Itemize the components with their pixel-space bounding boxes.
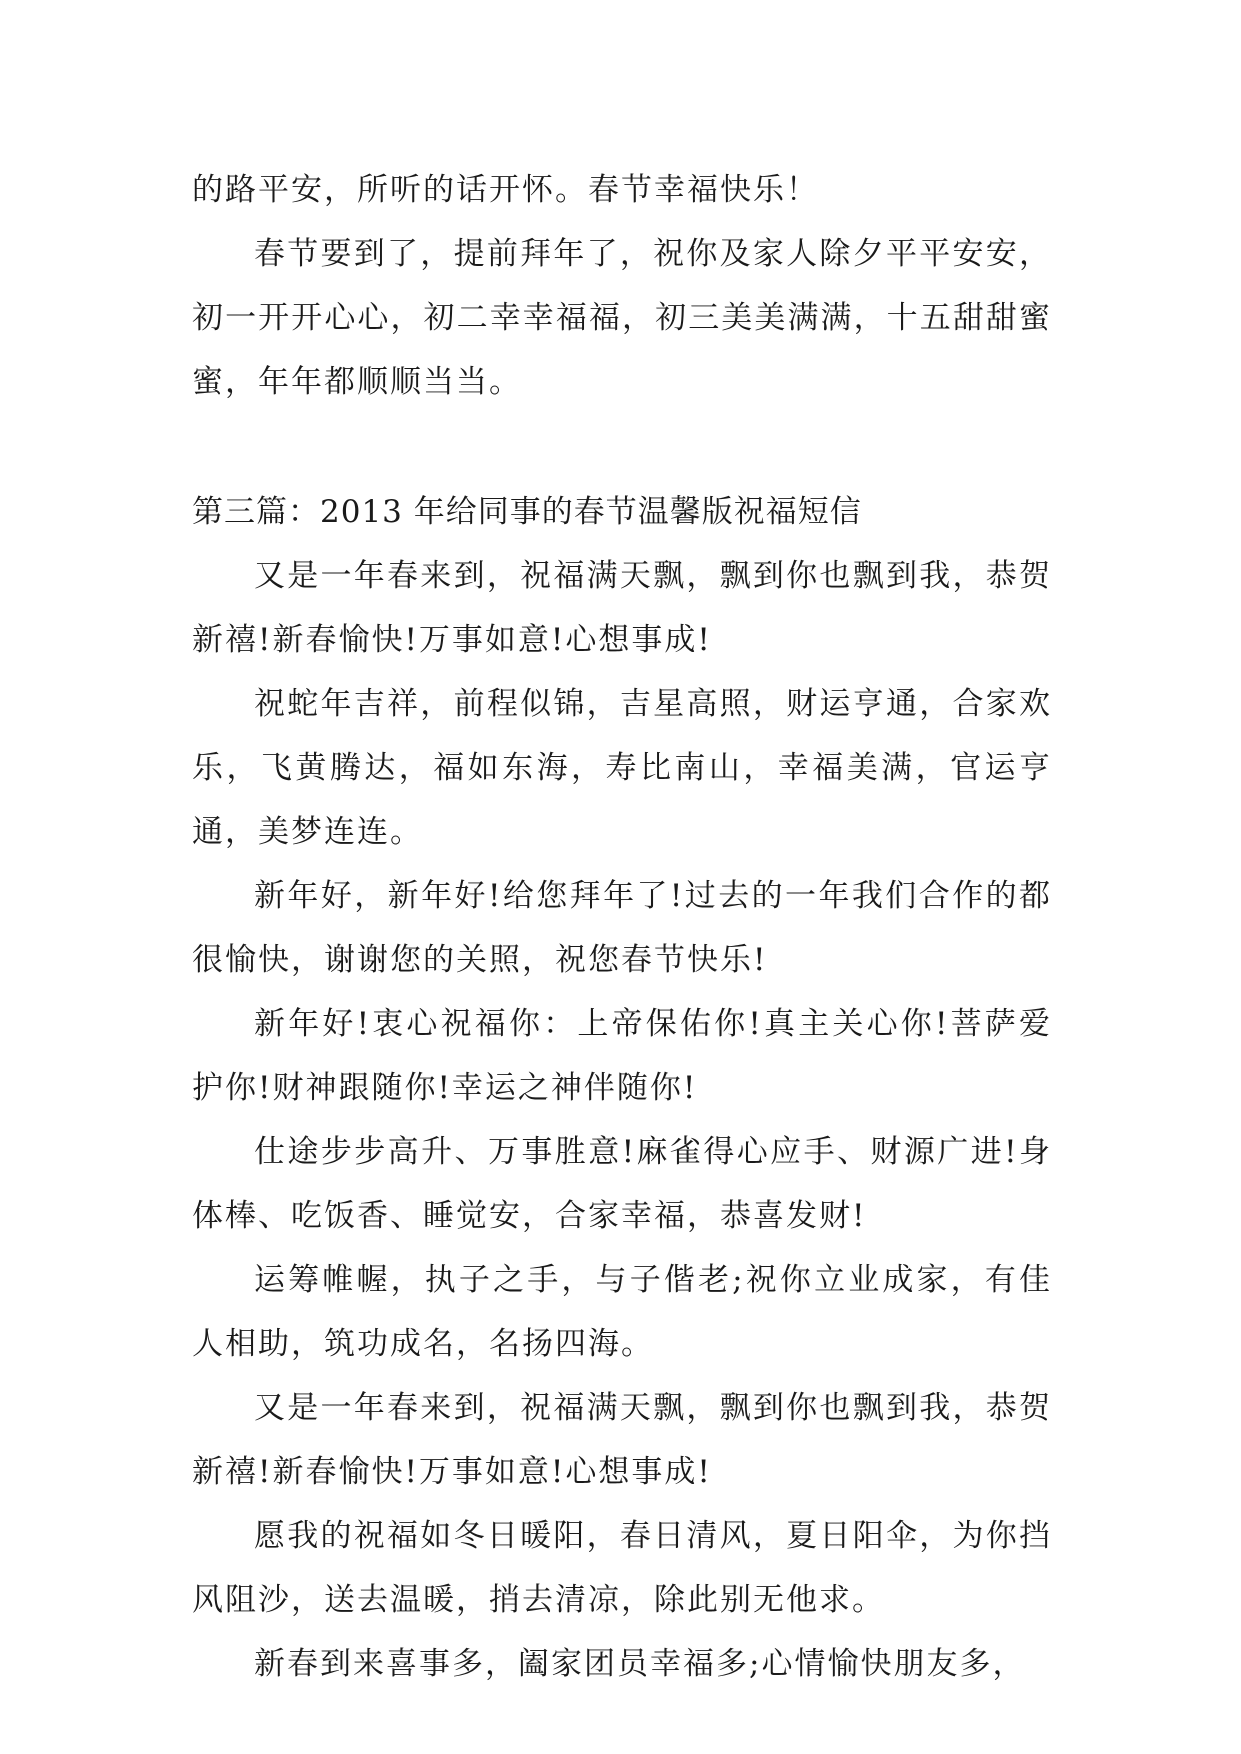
paragraph: 仕途步步高升、万事胜意!麻雀得心应手、财源广进!身体棒、吃饭香、睡觉安，合家幸福，恭喜发财!: [192, 1134, 1052, 1234]
section-heading: 第三篇：2013 年给同事的春节温馨版祝福短信: [192, 494, 862, 530]
paragraph: 春节要到了，提前拜年了，祝你及家人除夕平平安安，初一开开心心，初二幸幸福福，初三美美满满，十五甜甜蜜蜜，年年都顺顺当当。: [192, 236, 1052, 400]
paragraph-continued: 的路平安，所听的话开怀。春节幸福快乐！: [192, 172, 819, 208]
paragraph: 愿我的祝福如冬日暖阳，春日清风，夏日阳伞，为你挡风阻沙，送去温暖，捎去清凉，除此别无他求。: [192, 1518, 1052, 1618]
paragraph: 祝蛇年吉祥，前程似锦，吉星高照，财运亨通，合家欢乐，飞黄腾达，福如东海，寿比南山，幸福美满，官运亨通，美梦连连。: [192, 686, 1052, 850]
document-body: [192, 158, 1052, 1696]
paragraph: 新春到来喜事多，阖家团员幸福多;心情愉快朋友多，: [254, 1646, 1026, 1682]
paragraph: 又是一年春来到，祝福满天飘，飘到你也飘到我，恭贺新禧!新春愉快!万事如意!心想事成!: [192, 558, 1052, 658]
paragraph: 运筹帷幄，执子之手，与子偕老;祝你立业成家，有佳人相助，筑功成名，名扬四海。: [192, 1262, 1052, 1362]
paragraph: 新年好，新年好!给您拜年了!过去的一年我们合作的都很愉快，谢谢您的关照，祝您春节快乐!: [192, 878, 1052, 978]
paragraph: 又是一年春来到，祝福满天飘，飘到你也飘到我，恭贺新禧!新春愉快!万事如意!心想事成!: [192, 1390, 1052, 1490]
section-spacer: [192, 414, 1052, 480]
paragraph: 新年好!衷心祝福你：上帝保佑你!真主关心你!菩萨爱护你!财神跟随你!幸运之神伴随你!: [192, 1006, 1052, 1106]
